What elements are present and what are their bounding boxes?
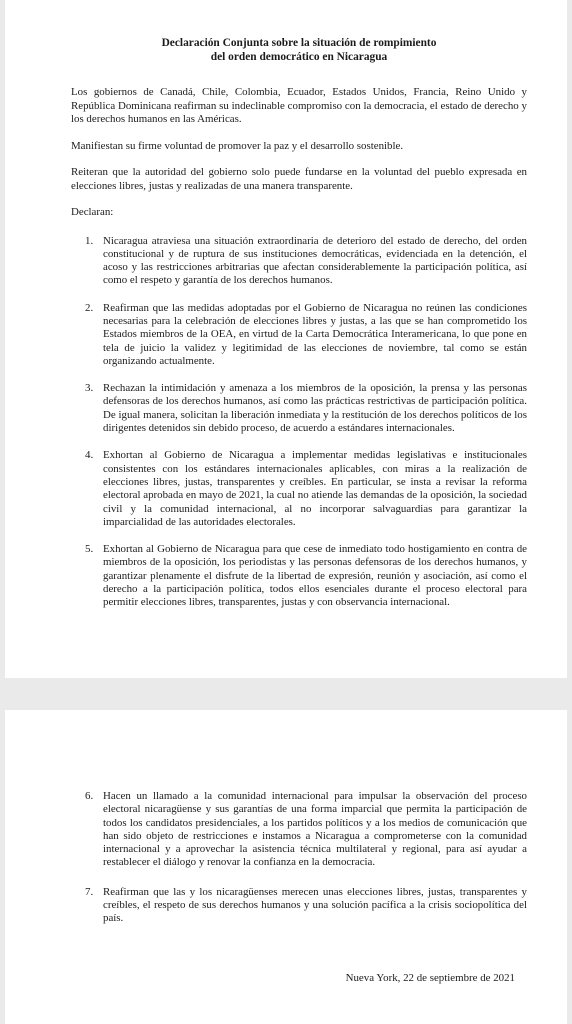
document-title bbox=[71, 36, 527, 64]
declaration-item-6 bbox=[71, 790, 527, 870]
place-date-signoff: Nueva York, 22 de septiembre de 2021 bbox=[345, 972, 515, 984]
item-number: 6. bbox=[85, 790, 94, 802]
title-line-2: del orden democrático en Nicaragua bbox=[210, 51, 388, 63]
declaration-item-1 bbox=[71, 235, 527, 288]
intro-paragraph-peace: Manifiestan su firme voluntad de promover la paz y el desarrollo sostenible. bbox=[71, 139, 404, 152]
document-page-1 bbox=[5, 0, 567, 678]
item-text: Nicaragua atraviesa una situación extraordinaria de deterioro del estado de derecho, del orden constitucional y de ruptura de sus instituciones democráticas, evidenciada en la detención, el acoso y las restricciones arbitrarias que afectan considerablemente la participación política, así como el respeto y garantía de los derechos humanos. bbox=[103, 234, 527, 287]
item-number: 7. bbox=[85, 885, 94, 898]
item-text: Exhortan al Gobierno de Nicaragua a implementar medidas legislativas e institucionales consistentes con los estándares internacionales aplicables, con miras a la realización de elecciones libres, justas, transparentes y creíbles. En particular, se insta a revisar la reforma electoral aprobada en mayo de 2021, la cual no atiende las demandas de la oposición, la sociedad civil y la comunidad internacional, al no incorporar salvaguardias para garantizar la imparcialidad de las autoridades electorales. bbox=[103, 449, 527, 528]
declaration-item-5 bbox=[71, 543, 527, 609]
item-number: 3. bbox=[85, 382, 94, 395]
item-number: 1. bbox=[85, 234, 94, 247]
document-page-2 bbox=[5, 710, 567, 1024]
declaration-item-7 bbox=[71, 886, 527, 926]
declaration-item-4 bbox=[71, 449, 527, 529]
item-number: 2. bbox=[85, 301, 94, 314]
declaration-item-2 bbox=[71, 302, 527, 368]
item-number: 5. bbox=[85, 543, 94, 556]
item-text: Reafirman que las medidas adoptadas por el Gobierno de Nicaragua no reúnen las condiciones necesarias para la celebración de elecciones libres y justas, a las que se han comprometido los Estados miembros de la OEA, en virtud de la Carta Democrática Interamericana, lo que pone en tela de juicio la validez y legitimidad de las elecciones de noviembre, tal como se están organizando actualmente. bbox=[103, 301, 527, 367]
item-text: Reafirman que las y los nicaragüenses merecen unas elecciones libres, justas, transparentes y creíbles, el respeto de sus derechos humanos y una solución pacífica a la crisis sociopolítica del país. bbox=[103, 885, 527, 925]
intro-paragraph-authority: Reiteran que la autoridad del gobierno solo puede fundarse en la voluntad del pueblo expresada en elecciones libres, justas y realizadas de una manera transparente. bbox=[71, 166, 527, 192]
item-text: Exhortan al Gobierno de Nicaragua para que cese de inmediato todo hostigamiento en contra de miembros de la oposición, los periodistas y las personas defensoras de los derechos humanos, y garantizar plenamente el disfrute de la libertad de expresión, reunión y asociación, así como el derecho a la participación política, todos ellos esenciales durante el proceso electoral para permitir elecciones libres, transparentes, justas y con observancia internacional. bbox=[103, 543, 527, 609]
declaration-list-page-1 bbox=[71, 235, 527, 610]
item-text: Hacen un llamado a la comunidad internacional para impulsar la observación del proceso electoral nicaragüense y sus garantías de una forma imparcial que permita la participación de todos los candidatos presidenciales, a los partidos políticos y a los medios de comunicación que han sido objeto de restricciones e instamos a Nicaragua a comprometerse con la comunidad internacional y a aprovechar la asistencia técnica multilateral y regional, para así ayudar a restablecer el diálogo y renovar la confianza en la democracia. bbox=[103, 790, 527, 869]
declaration-item-3 bbox=[71, 382, 527, 435]
item-text: Rechazan la intimidación y amenaza a los miembros de la oposición, la prensa y las personas defensoras de los derechos humanos, así como las prácticas restrictivas de participación política. De igual manera, solicitan la liberación inmediata y la restitución de los derechos políticos de los dirigentes detenidos sin debido proceso, de acuerdo a estándares internacionales. bbox=[103, 382, 527, 435]
declaration-list-page-2 bbox=[71, 790, 527, 926]
intro-paragraph-governments: Los gobiernos de Canadá, Chile, Colombia, Ecuador, Estados Unidos, Francia, Reino Unido y República Dominicana reafirman su indeclinable compromiso con la democracia, el estado de derecho y los derechos humanos en las Américas. bbox=[71, 86, 527, 125]
item-number: 4. bbox=[85, 449, 94, 462]
title-line-1: Declaración Conjunta sobre la situación de rompimiento bbox=[161, 37, 437, 49]
declaran-heading: Declaran: bbox=[71, 206, 114, 218]
